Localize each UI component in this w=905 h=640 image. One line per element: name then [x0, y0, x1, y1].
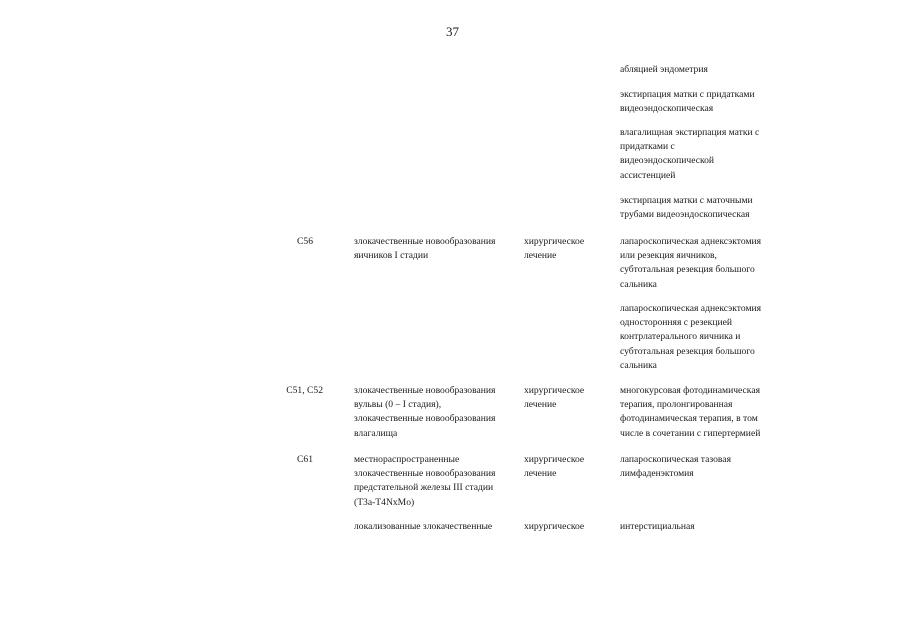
method-text: лапароскопическая тазовая лимфаденэктомия [620, 454, 731, 480]
icd-code: C51, C52 [286, 385, 323, 396]
method-text: влагалищная экстирпация матки с придатками с видеоэндоскопической ассистенцией [620, 127, 760, 181]
icd-code: C56 [297, 236, 313, 247]
method-text: лапароскопическая аднексэктомия односторонняя с резекцией контрлатерального яичника и субтотальная резекция большого сальника [620, 303, 762, 371]
treatment-text: хирургическое лечение [524, 236, 585, 262]
treatment-text: хирургическое [524, 521, 585, 532]
method-text: экстирпация матки с маточными трубами видеоэндоскопическая [620, 195, 753, 221]
method-text: лапароскопическая аднексэктомия или резекция яичников, субтотальная резекция большого сальника [620, 236, 762, 290]
treatment-text: хирургическое лечение [524, 385, 585, 411]
diagnosis-text: местнораспространенные злокачественные новообразования предстательной железы III стадии (T3a-T4NxMo) [354, 454, 496, 508]
diagnosis-text: локализованные злокачественные [354, 521, 493, 532]
method-text: абляцией эндометрия [620, 64, 708, 75]
method-text: многокурсовая фотодинамическая терапия, пролонгированная фотодинамическая терапия, в том числе в сочетании с гипертермией [620, 385, 761, 439]
method-text: экстирпация матки с придатками видеоэндоскопическая [620, 89, 755, 115]
icd-code: C61 [297, 454, 313, 465]
diagnosis-text: злокачественные новообразования вульвы (0 – I стадия), злокачественные новообразования влагалища [354, 385, 496, 439]
diagnosis-text: злокачественные новообразования яичников I стадии [354, 236, 496, 262]
method-text: интерстициальная [620, 521, 695, 532]
treatment-text: хирургическое лечение [524, 454, 585, 480]
page-number: 37 [446, 24, 459, 39]
